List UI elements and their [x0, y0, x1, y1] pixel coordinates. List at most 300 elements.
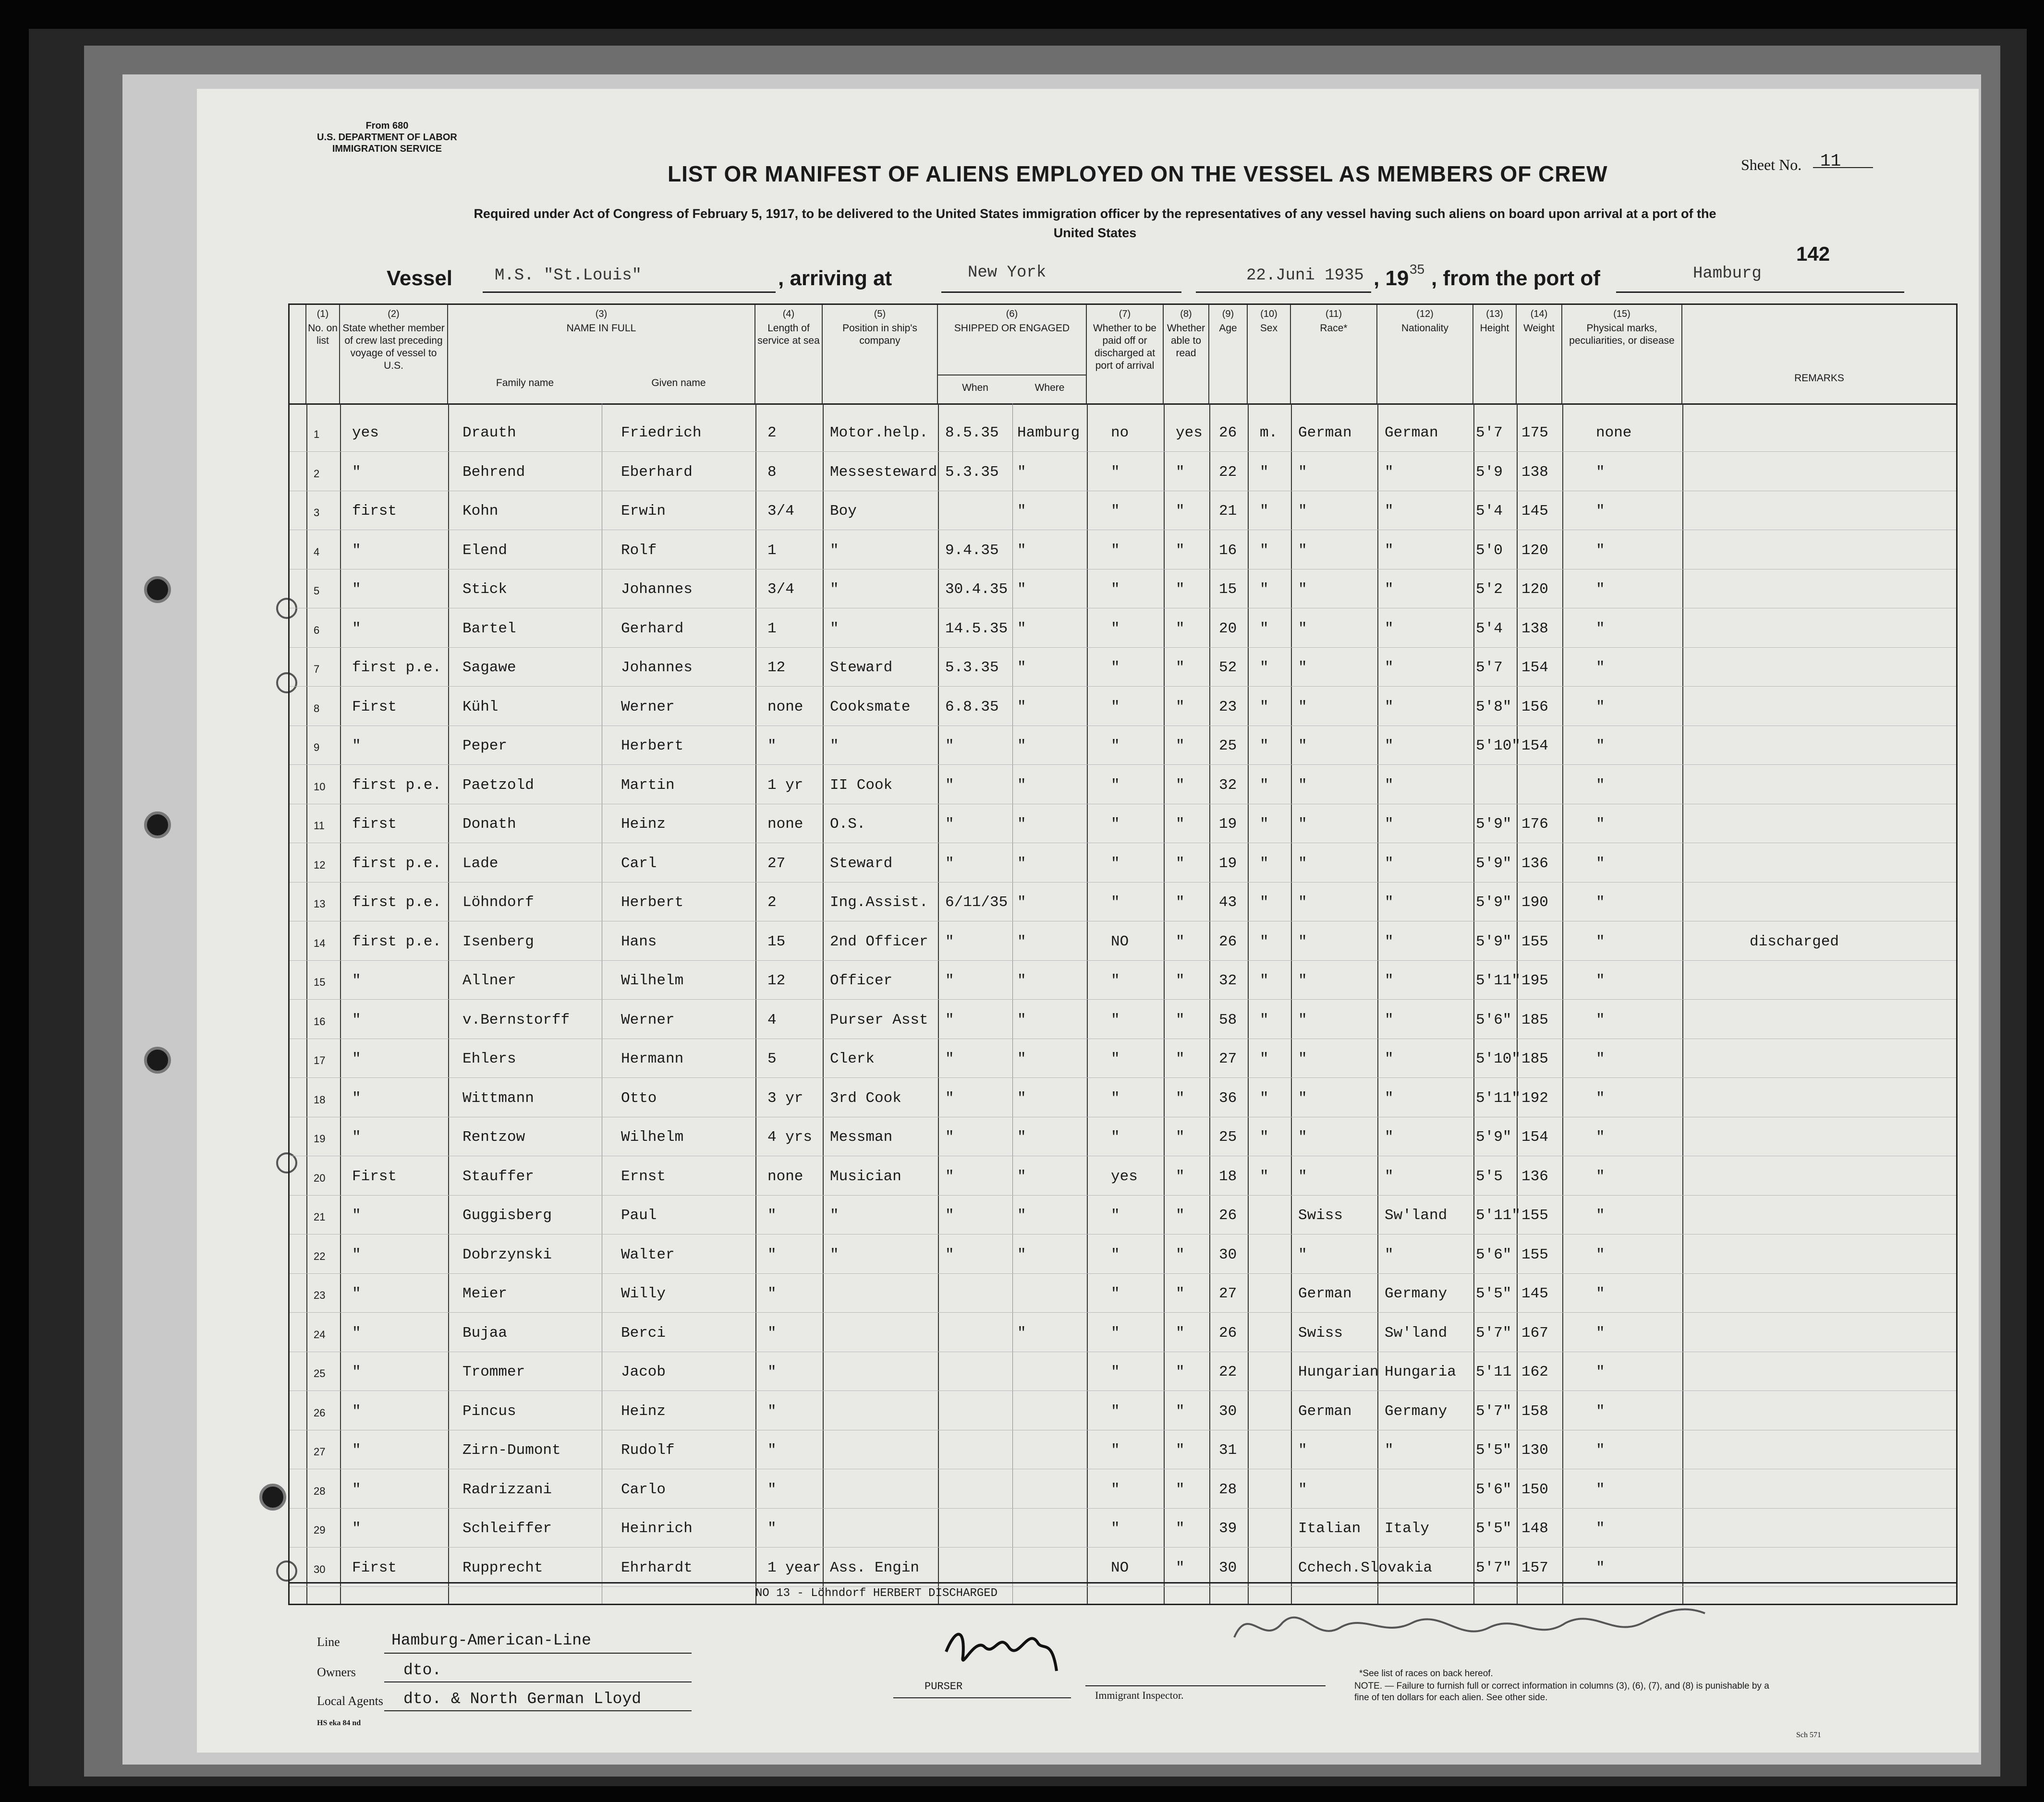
row-number: 12 [314, 859, 326, 871]
header-num: (5) [874, 309, 886, 319]
height-cell: 5'10" [1476, 1051, 1521, 1067]
weight-cell: 154 [1521, 738, 1548, 754]
given-name-cell: Rolf [621, 542, 657, 559]
read-cell: " [1176, 1559, 1185, 1576]
header-label: Height [1480, 323, 1509, 334]
marks-cell: none [1596, 424, 1632, 441]
nationality-cell: " [1385, 1011, 1394, 1028]
state-cell: " [352, 1285, 361, 1302]
family-name-cell: Rupprecht [462, 1559, 543, 1576]
sex-cell: " [1260, 620, 1269, 637]
race-cell: Swiss [1298, 1324, 1343, 1342]
height-cell: 5'2 [1476, 581, 1503, 598]
service-cell: " [767, 1442, 777, 1459]
height-cell: 5'9" [1476, 933, 1512, 950]
position-cell: Ing.Assist. [830, 894, 928, 911]
inspector-rule [1085, 1685, 1326, 1686]
family-name-cell: Trommer [462, 1364, 525, 1380]
nationality-cell: " [1385, 1442, 1394, 1459]
crew-table [288, 303, 1958, 1605]
sex-cell: " [1260, 463, 1269, 481]
service-cell: " [767, 1403, 777, 1420]
service-cell: 15 [767, 933, 786, 950]
signature-scribble [937, 1618, 1061, 1681]
service-cell: 3 yr [767, 1089, 803, 1107]
paid-off-cell: " [1111, 1246, 1120, 1263]
nationality-cell: " [1385, 894, 1394, 911]
weight-cell: 155 [1521, 1246, 1548, 1263]
inspector-label: Immigrant Inspector. [1095, 1689, 1184, 1701]
family-name-cell: Ehlers [462, 1051, 516, 1067]
header-label: Position in ship's company [842, 323, 917, 346]
state-cell: first p.e. [352, 894, 442, 911]
state-cell: " [352, 1324, 361, 1342]
paid-off-cell: NO [1111, 933, 1129, 950]
weight-cell: 185 [1521, 1051, 1548, 1067]
column-rule [306, 403, 307, 1604]
row-number: 7 [314, 663, 320, 675]
age-cell: 58 [1219, 1011, 1237, 1028]
nationality-cell: " [1385, 503, 1394, 520]
state-cell: " [352, 1481, 361, 1498]
family-name-cell: Allner [462, 972, 516, 989]
height-cell: 5'7" [1476, 1324, 1512, 1342]
header-nationality [1377, 305, 1473, 403]
read-cell: " [1176, 1246, 1185, 1263]
row-rule [290, 999, 1956, 1000]
height-cell: 5'9" [1476, 894, 1512, 911]
weight-cell: 145 [1521, 1285, 1548, 1302]
header-shipped [938, 305, 1087, 403]
weight-cell: 192 [1521, 1089, 1548, 1107]
age-cell: 20 [1219, 620, 1237, 637]
weight-cell: 158 [1521, 1403, 1548, 1420]
owners-label: Owners [317, 1665, 356, 1679]
shipped-where-cell: " [1017, 620, 1026, 637]
service-cell: " [767, 1481, 777, 1498]
shipped-when-cell: 30.4.35 [945, 581, 1008, 598]
bottom-note: NO 13 - Löhndorf HERBERT DISCHARGED [755, 1587, 998, 1600]
race-cell: " [1298, 894, 1307, 911]
given-name-cell: Hans [621, 933, 657, 950]
shipped-where-cell: " [1017, 894, 1026, 911]
given-name-cell: Paul [621, 1207, 657, 1224]
race-cell: " [1298, 738, 1307, 754]
nationality-cell: Hungaria [1385, 1364, 1456, 1380]
position-cell: Messesteward [830, 463, 937, 481]
header-marks [1562, 305, 1682, 403]
owners-rule [384, 1681, 692, 1682]
shipped-when-cell: " [945, 1051, 954, 1067]
age-cell: 15 [1219, 581, 1237, 598]
family-name-cell: Drauth [462, 424, 516, 441]
read-cell: " [1176, 542, 1185, 559]
marks-cell: " [1596, 1481, 1605, 1498]
service-cell: 1 [767, 542, 777, 559]
note-text: NOTE. — Failure to furnish full or correct information in columns (3), (6), (7), and (8) is punishable by a fine of ten dollars for each alien. See other side. [1354, 1681, 1769, 1703]
nationality-cell: " [1385, 1129, 1394, 1146]
paid-off-cell: " [1111, 1364, 1120, 1380]
age-cell: 19 [1219, 855, 1237, 872]
weight-cell: 155 [1521, 933, 1548, 950]
arrival-date: 22.Juni 1935 [1246, 266, 1364, 285]
shipped-when-cell: " [945, 1168, 954, 1185]
column-rule [1517, 403, 1518, 1604]
service-cell: 1 [767, 620, 777, 637]
shipped-when-cell: " [945, 972, 954, 989]
row-number: 15 [314, 976, 326, 988]
column-rule [1087, 403, 1088, 1604]
shipped-where-cell: Hamburg [1017, 424, 1080, 441]
position-cell: Officer [830, 972, 893, 989]
paid-off-cell: " [1111, 894, 1120, 911]
height-cell: 5'9" [1476, 855, 1512, 872]
shipped-where-cell: " [1017, 855, 1026, 872]
shipped-where-cell: " [1017, 1324, 1026, 1342]
row-number: 9 [314, 741, 320, 753]
form-id-line: U.S. DEPARTMENT OF LABOR [317, 132, 457, 143]
age-cell: 27 [1219, 1285, 1237, 1302]
state-cell: First [352, 698, 397, 715]
read-cell: " [1176, 1364, 1185, 1380]
position-cell: Cooksmate [830, 698, 911, 715]
row-number: 22 [314, 1250, 326, 1262]
given-name-cell: Ehrhardt [621, 1559, 693, 1576]
read-cell: yes [1176, 424, 1203, 441]
from-port: Hamburg [1693, 265, 1762, 283]
sex-cell: " [1260, 659, 1269, 676]
header-num: (3) [595, 309, 608, 319]
position-cell: Steward [830, 659, 893, 676]
service-cell: " [767, 738, 777, 754]
family-name-cell: Löhndorf [462, 894, 534, 911]
height-cell: 5'11" [1476, 1207, 1521, 1224]
height-cell: 5'9" [1476, 1129, 1512, 1146]
header-no [306, 305, 340, 403]
marks-cell: " [1596, 738, 1605, 754]
nationality-cell: " [1385, 1051, 1394, 1067]
paid-off-cell: " [1111, 1481, 1120, 1498]
read-cell: " [1176, 1442, 1185, 1459]
age-cell: 52 [1219, 659, 1237, 676]
service-cell: " [767, 1364, 777, 1380]
height-cell: 5'9 [1476, 463, 1503, 481]
read-cell: " [1176, 933, 1185, 950]
header-num: (4) [782, 309, 795, 319]
shipped-when-cell: 14.5.35 [945, 620, 1008, 637]
given-name-cell: Werner [621, 1011, 675, 1028]
inspector-signature [1229, 1594, 1710, 1659]
shipped-when-cell: 6.8.35 [945, 698, 999, 715]
weight-cell: 157 [1521, 1559, 1548, 1576]
header-where: Where [1034, 382, 1065, 393]
family-name-cell: Isenberg [462, 933, 534, 950]
purser-signature [937, 1618, 1061, 1683]
race-cell: Swiss [1298, 1207, 1343, 1224]
row-number: 18 [314, 1093, 326, 1106]
header-num: (1) [316, 309, 329, 319]
column-rule [938, 403, 939, 1604]
header-label: Length of service at sea [757, 323, 820, 346]
paid-off-cell: " [1111, 1403, 1120, 1420]
state-cell: first p.e. [352, 659, 442, 676]
state-cell: " [352, 738, 361, 754]
row-rule [290, 1586, 1956, 1587]
race-cell: " [1298, 620, 1307, 637]
row-number: 20 [314, 1172, 326, 1184]
paid-off-cell: " [1111, 776, 1120, 794]
position-cell: Ass. Engin [830, 1559, 920, 1576]
shipped-where-cell: " [1017, 1246, 1026, 1263]
marks-cell: " [1596, 620, 1605, 637]
paid-off-cell: NO [1111, 1559, 1129, 1576]
header-label: State whether member of crew last preceding voyage of vessel to U.S. [342, 323, 445, 371]
shipped-where-cell: " [1017, 816, 1026, 833]
header-given: Given name [651, 377, 706, 388]
header-label: Physical marks, peculiarities, or disease [1569, 323, 1675, 346]
weight-cell: 190 [1521, 894, 1548, 911]
read-cell: " [1176, 1051, 1185, 1067]
nationality-cell: " [1385, 972, 1394, 989]
race-cell: Hungarian [1298, 1364, 1379, 1380]
race-cell: " [1298, 1011, 1307, 1028]
marks-cell: " [1596, 1246, 1605, 1263]
row-number: 5 [314, 585, 320, 597]
header-num: (9) [1222, 309, 1234, 319]
shipped-when-cell: " [945, 1129, 954, 1146]
shipped-when-cell: " [945, 1246, 954, 1263]
column-rule [1473, 403, 1474, 1604]
shipped-where-cell: " [1017, 659, 1026, 676]
line-rule [384, 1653, 692, 1654]
shipped-where-cell: " [1017, 738, 1026, 754]
height-cell: 5'6" [1476, 1011, 1512, 1028]
header-label: Whether able to read [1167, 323, 1205, 359]
punch-hole [144, 811, 171, 838]
purser-rule [893, 1697, 1071, 1698]
marks-cell: " [1596, 581, 1605, 598]
family-name-cell: Zirn-Dumont [462, 1442, 561, 1459]
state-cell: first [352, 503, 397, 520]
punch-hole [144, 576, 171, 603]
race-cell: " [1298, 1089, 1307, 1107]
row-rule [290, 1312, 1956, 1313]
service-cell: 5 [767, 1051, 777, 1067]
weight-cell: 175 [1521, 424, 1548, 441]
read-cell: " [1176, 738, 1185, 754]
sheet-label: Sheet No. [1741, 156, 1802, 173]
header-num: (2) [388, 309, 400, 319]
header-age [1209, 305, 1248, 403]
service-cell: none [767, 698, 803, 715]
header-weight [1517, 305, 1562, 403]
marks-cell: " [1596, 1520, 1605, 1537]
read-cell: " [1176, 659, 1185, 676]
header-num: (11) [1325, 309, 1342, 319]
nationality-cell: " [1385, 776, 1394, 794]
family-name-cell: Dobrzynski [462, 1246, 552, 1263]
read-cell: " [1176, 816, 1185, 833]
row-number: 16 [314, 1015, 326, 1028]
subtitle: Required under Act of Congress of February 5, 1917, to be delivered to the United States immigration officer by the representatives of any vessel having such aliens on board upon arrival at a port of the United States [474, 206, 1716, 240]
sex-cell: " [1260, 1011, 1269, 1028]
given-name-cell: Heinrich [621, 1520, 693, 1537]
marks-cell: " [1596, 463, 1605, 481]
state-cell: First [352, 1168, 397, 1185]
age-cell: 22 [1219, 1364, 1237, 1380]
header-num: (7) [1119, 309, 1131, 319]
family-name-cell: Rentzow [462, 1129, 525, 1146]
sex-cell: m. [1260, 424, 1278, 441]
weight-cell: 148 [1521, 1520, 1548, 1537]
row-number: 3 [314, 507, 320, 519]
position-cell: Messman [830, 1129, 893, 1146]
race-cell: " [1298, 503, 1307, 520]
header-num: (13) [1486, 309, 1503, 319]
height-cell: 5'7 [1476, 659, 1503, 676]
position-cell: Steward [830, 855, 893, 872]
height-cell: 5'6" [1476, 1481, 1512, 1498]
age-cell: 26 [1219, 1324, 1237, 1342]
given-name-cell: Rudolf [621, 1442, 675, 1459]
header-index [290, 305, 306, 403]
header-num: (14) [1530, 309, 1548, 319]
paid-off-cell: " [1111, 816, 1120, 833]
age-cell: 31 [1219, 1442, 1237, 1459]
race-cell: " [1298, 1051, 1307, 1067]
paid-off-cell: " [1111, 1051, 1120, 1067]
state-cell: " [352, 620, 361, 637]
from-label: , from the port of [1431, 266, 1600, 290]
given-name-cell: Johannes [621, 659, 693, 676]
age-cell: 25 [1219, 738, 1237, 754]
height-cell: 5'5" [1476, 1285, 1512, 1302]
sex-cell: " [1260, 933, 1269, 950]
shipped-when-cell: " [945, 855, 954, 872]
age-cell: 36 [1219, 1089, 1237, 1107]
height-cell: 5'7" [1476, 1403, 1512, 1420]
column-rule [1164, 403, 1165, 1604]
shipped-where-cell: " [1017, 1089, 1026, 1107]
position-cell: Musician [830, 1168, 901, 1185]
paid-off-cell: " [1111, 503, 1120, 520]
position-cell: Boy [830, 503, 857, 520]
state-cell: " [352, 1520, 361, 1537]
height-cell: 5'6" [1476, 1246, 1512, 1263]
header-label: NAME IN FULL [566, 323, 636, 334]
purser-label: PURSER [925, 1681, 963, 1693]
marks-cell: " [1596, 1051, 1605, 1067]
given-name-cell: Herbert [621, 738, 684, 754]
shipped-where-cell: " [1017, 1168, 1026, 1185]
vessel-label: Vessel [387, 266, 453, 290]
row-rule [290, 960, 1956, 961]
family-name-cell: Bujaa [462, 1324, 508, 1342]
nationality-cell: " [1385, 542, 1394, 559]
service-cell: none [767, 816, 803, 833]
punch-hole [144, 1047, 171, 1074]
paid-off-cell: " [1111, 1442, 1120, 1459]
service-cell: " [767, 1324, 777, 1342]
state-cell: First [352, 1559, 397, 1576]
arriving-label: , arriving at [778, 266, 892, 290]
shipped-when-cell: " [945, 1089, 954, 1107]
age-cell: 32 [1219, 972, 1237, 989]
service-cell: 2 [767, 424, 777, 441]
read-cell: " [1176, 972, 1185, 989]
weight-cell: 167 [1521, 1324, 1548, 1342]
nationality-cell: Germany [1385, 1403, 1448, 1420]
given-name-cell: Werner [621, 698, 675, 715]
service-cell: 27 [767, 855, 786, 872]
height-cell: 5'9" [1476, 816, 1512, 833]
service-cell: none [767, 1168, 803, 1185]
vessel-line [483, 291, 776, 293]
column-rule [1562, 403, 1563, 1604]
shipped-when-cell: " [945, 776, 954, 794]
position-cell: Purser Asst [830, 1011, 928, 1028]
given-name-cell: Wilhelm [621, 972, 684, 989]
height-cell: 5'7 [1476, 424, 1503, 441]
paid-off-cell: " [1111, 463, 1120, 481]
family-name-cell: Lade [462, 855, 499, 872]
nationality-cell: " [1385, 1089, 1394, 1107]
agents-label: Local Agents [317, 1694, 383, 1708]
state-cell: first p.e. [352, 776, 442, 794]
column-rule [1682, 403, 1683, 1604]
marks-cell: " [1596, 894, 1605, 911]
race-cell: " [1298, 1129, 1307, 1146]
page-title: LIST OR MANIFEST OF ALIENS EMPLOYED ON THE VESSEL AS MEMBERS OF CREW [668, 161, 1608, 186]
nationality-cell: " [1385, 855, 1394, 872]
row-number: 4 [314, 545, 320, 558]
marks-cell: " [1596, 1364, 1605, 1380]
age-cell: 43 [1219, 894, 1237, 911]
nationality-cell: " [1385, 698, 1394, 715]
nationality-cell: " [1385, 933, 1394, 950]
given-name-cell: Carlo [621, 1481, 666, 1498]
paid-off-cell: " [1111, 1207, 1120, 1224]
given-name-cell: Berci [621, 1324, 666, 1342]
position-cell: " [830, 1246, 839, 1263]
header-race [1291, 305, 1377, 403]
state-cell: yes [352, 424, 379, 441]
age-cell: 23 [1219, 698, 1237, 715]
race-cell: " [1298, 463, 1307, 481]
marks-cell: " [1596, 659, 1605, 676]
read-cell: " [1176, 1520, 1185, 1537]
punch-hole [259, 1484, 286, 1511]
position-cell: II Cook [830, 776, 893, 794]
age-cell: 30 [1219, 1246, 1237, 1263]
owners-value: dto. [403, 1661, 442, 1679]
age-cell: 21 [1219, 503, 1237, 520]
weight-cell: 156 [1521, 698, 1548, 715]
race-cell: German [1298, 1403, 1352, 1420]
vessel-row [387, 262, 1923, 300]
weight-cell: 154 [1521, 659, 1548, 676]
position-cell: " [830, 738, 839, 754]
paid-off-cell: " [1111, 659, 1120, 676]
nationality-cell: " [1385, 463, 1394, 481]
sex-cell: " [1260, 972, 1269, 989]
given-name-cell: Friedrich [621, 424, 702, 441]
header-label: Nationality [1401, 323, 1449, 334]
read-cell: " [1176, 1481, 1185, 1498]
state-cell: " [352, 1364, 361, 1380]
weight-cell: 154 [1521, 1129, 1548, 1146]
paid-off-cell: " [1111, 581, 1120, 598]
